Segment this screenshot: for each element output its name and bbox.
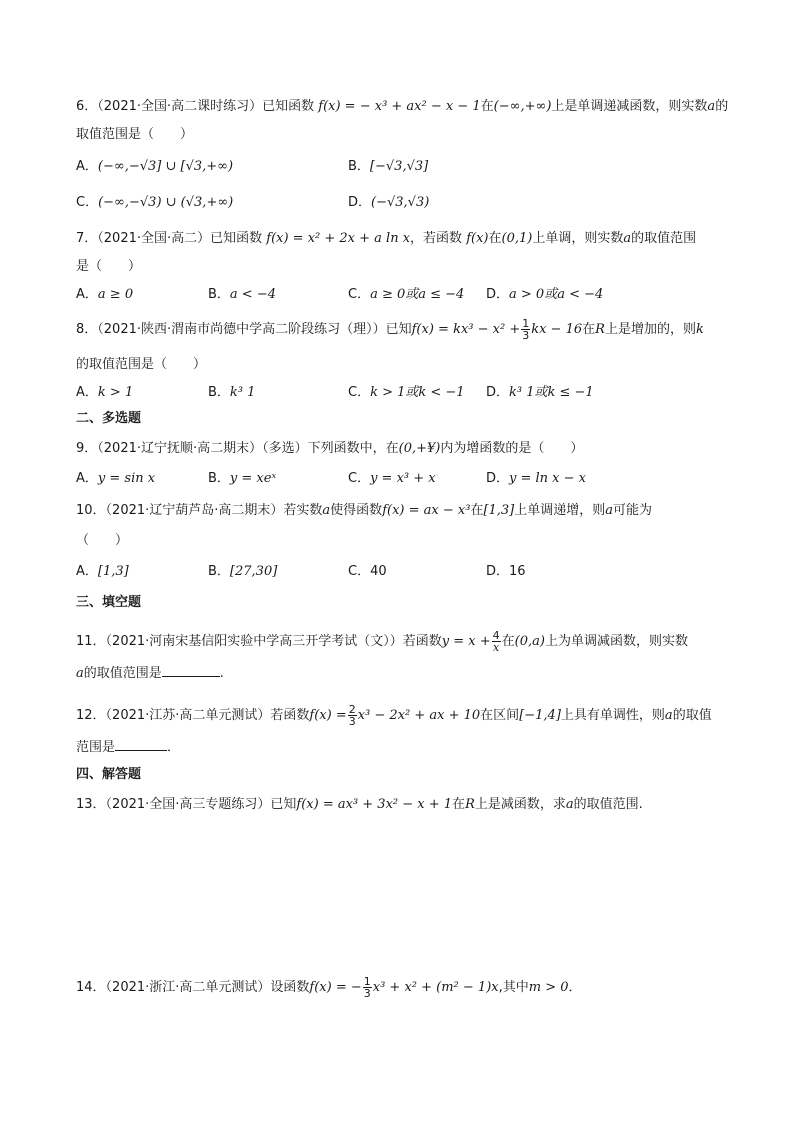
q14-fraction: $\frac{1}{3}$ — [363, 975, 371, 1000]
q10-line1: 10．（2021·辽宁葫芦岛·高二期末）若实数a使得函数f(x) = ax − x³在[1,3]上单调递增，则a可能为 — [76, 503, 653, 518]
q8-line1: 8．（2021·陕西·渭南市尚德中学高二阶段练习（理））已知f(x) = kx³ − x² + $\frac{1}{3}$ kx − 16在R上是增加的，则k — [76, 317, 704, 342]
q6-option-c: C．(−∞,−√3) ∪ (√3,+∞) — [76, 195, 234, 210]
q11-line2: a的取值范围是 . — [76, 666, 224, 681]
q12-line1: 12．（2021·江苏·高二单元测试）若函数f(x) = $\frac{2}{3}$ x³ − 2x² + ax + 10在区间[−1,4]上具有单调性，则a的取值 — [76, 703, 712, 728]
q7-option-b: B．a < −4 — [208, 287, 276, 302]
q8-fraction: $\frac{1}{3}$ — [522, 317, 530, 342]
q10-option-a: A．[1,3] — [76, 564, 129, 579]
q12-line2: 范围是 ． — [76, 740, 181, 755]
q10-option-c: C．40 — [348, 564, 387, 579]
q9-line1: 9．（2021·辽宁抚顺·高二期末）（多选）下列函数中，在(0,+¥)内为增函数的是（ ） — [76, 441, 584, 456]
q7-option-c: C．a ≥ 0或a ≤ −4 — [348, 287, 465, 302]
q6-option-d: D．(−√3,√3) — [348, 195, 430, 210]
q9-option-a: A．y = sin x — [76, 471, 156, 486]
q7-line1: 7．（2021·全国·高二）已知函数 f(x) = x² + 2x + a ln x，若函数 f(x)在(0,1)上单调，则实数a的取值范围 — [76, 231, 697, 246]
q6-line1: 6．（2021·全国·高二课时练习）已知函数 f(x) = − x³ + ax² − x − 1在(−∞,+∞)上是单调递减函数，则实数a的 — [76, 99, 729, 114]
q7-option-a: A．a ≥ 0 — [76, 287, 134, 302]
section-heading-answer: 四、解答题 — [76, 767, 142, 782]
q7-line2: 是（ ） — [76, 259, 142, 274]
q8-option-d: D．k³ 1或k ≤ −1 — [486, 385, 594, 400]
q10-option-d: D．16 — [486, 564, 526, 579]
q11-answer-blank[interactable] — [162, 664, 220, 677]
q8-option-b: B．k³ 1 — [208, 385, 256, 400]
q7-option-d: D．a > 0或a < −4 — [486, 287, 604, 302]
q6-line2: 取值范围是（ ） — [76, 127, 194, 142]
q12-answer-blank[interactable] — [115, 738, 167, 751]
q11-fraction: $\frac{4}{x}$ — [492, 629, 500, 654]
q11-line1: 11．（2021·河南宋基信阳实验中学高三开学考试（文））若函数y = x + $\frac{4}{x}$ 在(0,a)上为单调减函数，则实数 — [76, 629, 688, 654]
q6-option-b: B．[−√3,√3] — [348, 159, 429, 174]
q10-option-b: B．[27,30] — [208, 564, 278, 579]
section-heading-fill-blank: 三、填空题 — [76, 595, 142, 610]
q8-option-c: C．k > 1或k < −1 — [348, 385, 465, 400]
section-heading-multi-choice: 二、多选题 — [76, 411, 142, 426]
q12-fraction: $\frac{2}{3}$ — [348, 703, 356, 728]
q6-option-a: A．(−∞,−√3] ∪ [√3,+∞) — [76, 159, 234, 174]
q9-option-d: D．y = ln x − x — [486, 471, 586, 486]
q9-option-c: C．y = x³ + x — [348, 471, 436, 486]
q14-line1: 14．（2021·浙江·高二单元测试）设函数f(x) = − $\frac{1}{3}$ x³ + x² + (m² − 1)x,其中m > 0． — [76, 975, 582, 1000]
q8-option-a: A．k > 1 — [76, 385, 134, 400]
q8-line2: 的取值范围是（ ） — [76, 357, 207, 372]
q13-line1: 13．（2021·全国·高三专题练习）已知f(x) = ax³ + 3x² − x + 1在R上是减函数，求a的取值范围. — [76, 797, 643, 812]
q10-line2: （ ） — [76, 533, 129, 548]
q9-option-b: B．y = xeˣ — [208, 471, 277, 486]
